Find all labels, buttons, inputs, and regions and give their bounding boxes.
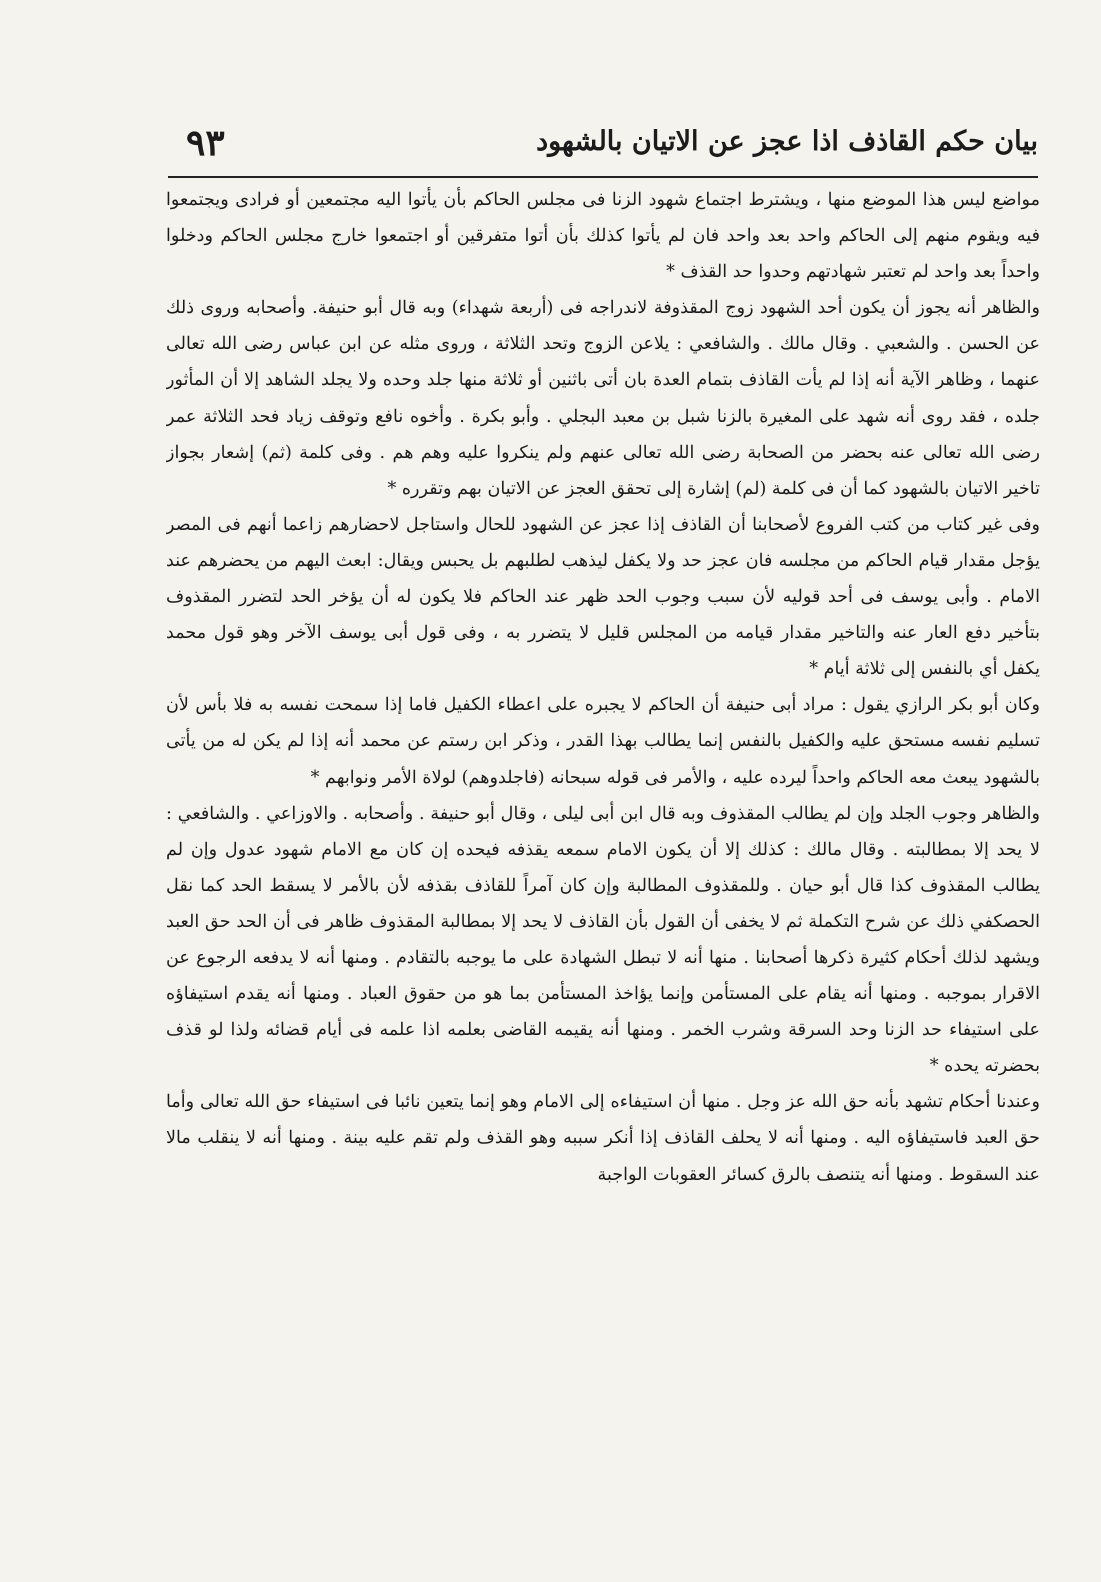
page-number: ٩٣ [186, 122, 225, 164]
paragraph: والظاهر وجوب الجلد وإن لم يطالب المقذوف وبه قال ابن أبى ليلى ، وقال أبو حنيفة . وأصحابه . والاوزاعي . والشافعي : لا يحد إلا بمطالبته . وقال مالك : كذلك إلا أن يكون الامام سمعه يقذفه فيحده إن كان مع الامام شهود عدول وإن لم يطالب المقذوف كذا قال أبو حيان . وللمقذوف المطالبة وإن كان آمراً للقاذف بقذفه لأن بالأمر لا يسقط الحد كما نقل الحصكفي ذلك عن شرح التكملة ثم لا يخفى أن القول بأن القاذف لا يحد إلا بمطالبة المقذوف ظاهر فى أن الحد حق العبد ويشهد لذلك أحكام كثيرة ذكرها أصحابنا . منها أنه لا تبطل الشهادة على ما يوجبه بالتقادم . ومنها أنه لا يدفعه الرجوع عن الاقرار بموجبه . ومنها أنه يقام على المستأمن وإنما يؤاخذ المستأمن بما هو من حقوق العباد . ومنها أنه يقدم استيفاؤه على استيفاء حد الزنا وحد السرقة وشرب الخمر . ومنها أنه يقيمه القاضى بعلمه اذا علمه فى أيام قضائه ولذا لو قذف بحضرته يحده * [166, 803, 1040, 1077]
paragraph: مواضع ليس هذا الموضع منها ، ويشترط اجتماع شهود الزنا فى مجلس الحاكم بأن يأتوا اليه مجتمعين أو فرادى ويجتمعوا فيه ويقوم منهم إلى الحاكم واحد بعد واحد فان لم يأتوا كذلك بأن أتوا متفرقين أو اجتمعوا خارج مجلس الحاكم ودخلوا واحداً بعد واحد لم تعتبر شهادتهم وحدوا حد القذف * [166, 190, 1040, 283]
header-divider [168, 176, 1038, 178]
paragraph: والظاهر أنه يجوز أن يكون أحد الشهود زوج المقذوفة لاندراجه فى (أربعة شهداء) وبه قال أبو حنيفة. وأصحابه وروى ذلك عن الحسن . والشعبي . وقال مالك . والشافعي : يلاعن الزوج وتحد الثلاثة ، وروى مثله عن ابن عباس رضى الله تعالى عنهما ، وظاهر الآية أنه إذا لم يأت القاذف بتمام العدة بان أتى باثنين أو ثلاثة منها جلد وحده ولا يجلد الشاهد إلا أن المأثور جلده ، فقد روى أنه شهد على المغيرة بالزنا شبل بن معبد البجلي . وأبو بكرة . وأخوه نافع وتوقف زياد فحد الثلاثة عمر رضى الله تعالى عنه بحضر من الصحابة رضى الله تعالى عنهم ولم ينكروا عليه وهم هم . وفى كلمة (ثم) إشعار بجواز تاخير الاتيان بالشهود كما أن فى كلمة (لم) إشارة إلى تحقق العجز عن الاتيان بهم وتقرره * [166, 298, 1040, 499]
paragraph: وفى غير كتاب من كتب الفروع لأصحابنا أن القاذف إذا عجز عن الشهود للحال واستاجل لاحضارهم زاعما أنهم فى المصر يؤجل مقدار قيام الحاكم من مجلسه فان عجز حد ولا يكفل ليذهب لطلبهم بل يحبس ويقال: ابعث اليهم من يحضرهم عند الامام . وأبى يوسف فى أحد قوليه لأن سبب وجوب الحد ظهر عند الحاكم فلا يكون له أن يؤخر الحد لتضرر المقذوف بتأخير دفع العار عنه والتاخير مقدار قيامه من المجلس قليل لا يتضرر به ، وفى قول أبى يوسف الآخر وهو قول محمد يكفل أي بالنفس إلى ثلاثة أيام * [166, 514, 1040, 680]
paragraph: وعندنا أحكام تشهد بأنه حق الله عز وجل . منها أن استيفاءه إلى الامام وهو إنما يتعين نائبا فى استيفاء حق الله تعالى وأما حق العبد فاستيفاؤه اليه . ومنها أنه لا يحلف القاذف إذا أنكر سببه وهو القذف ولم تقم عليه بينة . ومنها أنه لا ينقلب مالا عند السقوط . ومنها أنه يتنصف بالرق كسائر العقوبات الواجبة [166, 1092, 1040, 1185]
paragraph: وكان أبو بكر الرازي يقول : مراد أبى حنيفة أن الحاكم لا يجبره على اعطاء الكفيل فاما إذا سمحت نفسه به فلا بأس لأن تسليم نفسه مستحق عليه والكفيل بالنفس إنما يطالب بهذا القدر ، وذكر ابن رستم عن محمد أنه إذا لم يكن له من يأتى بالشهود يبعث معه الحاكم واحداً ليرده عليه ، والأمر فى قوله سبحانه (فاجلدوهم) لولاة الأمر ونوابهم * [166, 695, 1040, 788]
body-text [166, 182, 1040, 1572]
running-title: بيان حكم القاذف اذا عجز عن الاتيان بالشهود [536, 126, 1038, 157]
page-header [168, 120, 1038, 178]
